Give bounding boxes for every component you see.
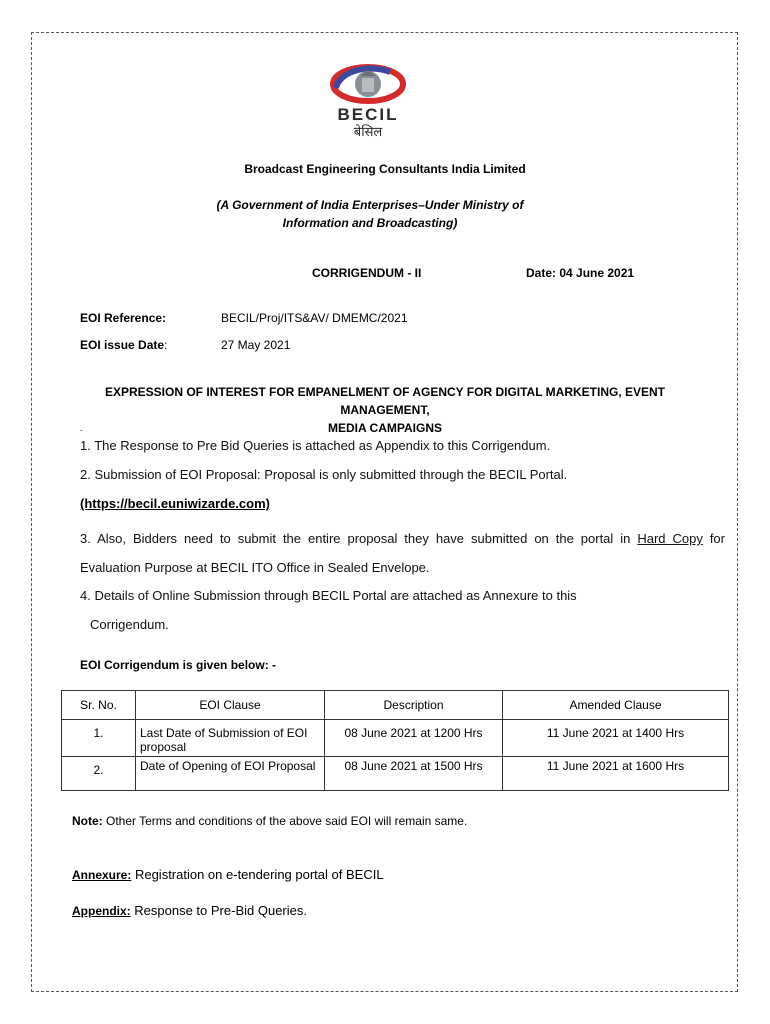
item4-line-1: 4. Details of Online Submission through BECIL Portal are attached as Annexure to this — [80, 588, 577, 603]
stray-dot: . — [80, 423, 83, 433]
list-item-3 — [80, 524, 725, 582]
item3-pre: 3. Also, Bidders need to submit the entire proposal they have submitted on the portal in — [80, 531, 638, 546]
item3-post: for Evaluation Purpose at BECIL ITO Office in Sealed Envelope. — [80, 531, 725, 575]
corrigendum-title: CORRIGENDUM - II — [312, 266, 422, 280]
cell-description: 08 June 2021 at 1200 Hrs — [325, 720, 503, 757]
col-header-description: Description — [325, 691, 503, 720]
cell-sr-no: 1. — [62, 720, 136, 757]
cell-eoi-clause: Last Date of Submission of EOI proposal — [136, 720, 325, 757]
note-label: Note: — [72, 814, 103, 828]
cell-amended-clause: 11 June 2021 at 1600 Hrs — [503, 757, 729, 791]
cell-sr-no: 2. — [62, 757, 136, 791]
page-border — [31, 32, 738, 992]
appendix-line — [72, 903, 307, 918]
appendix-label: Appendix: — [72, 904, 131, 918]
col-header-eoi-clause: EOI Clause — [136, 691, 325, 720]
annexure-text: Registration on e-tendering portal of BECIL — [131, 867, 384, 882]
eoi-reference-value: BECIL/Proj/ITS&AV/ DMEMC/2021 — [221, 311, 408, 325]
hard-copy-underline: Hard Copy — [637, 531, 703, 546]
eoi-reference-label: EOI Reference: — [80, 311, 167, 325]
subject-line-1: EXPRESSION OF INTEREST FOR EMPANELMENT OF AGENCY FOR DIGITAL MARKETING, EVENT MANAGEMENT, — [104, 385, 666, 417]
logo-wordmark: BECIL — [337, 105, 399, 124]
cell-eoi-clause: Date of Opening of EOI Proposal — [136, 757, 325, 791]
table-header-row — [62, 691, 729, 720]
table-row — [62, 757, 729, 791]
document-date: Date: 04 June 2021 — [526, 266, 635, 280]
cell-amended-clause: 11 June 2021 at 1400 Hrs — [503, 720, 729, 757]
annexure-label: Annexure: — [72, 868, 132, 882]
becil-logo — [330, 62, 406, 140]
list-item-1: 1. The Response to Pre Bid Queries is attached as Appendix to this Corrigendum. — [80, 438, 551, 453]
becil-emblem-icon — [330, 62, 406, 106]
logo-hindi-text: बेसिल — [353, 124, 383, 139]
govt-line-2: Information and Broadcasting) — [282, 216, 458, 230]
col-header-sr-no: Sr. No. — [62, 691, 136, 720]
note-text: Other Terms and conditions of the above said EOI will remain same. — [102, 814, 468, 828]
col-header-amended-clause: Amended Clause — [503, 691, 729, 720]
list-item-2: 2. Submission of EOI Proposal: Proposal is only submitted through the BECIL Portal. — [80, 467, 568, 482]
company-name: Broadcast Engineering Consultants India Limited — [244, 162, 526, 176]
cell-description: 08 June 2021 at 1500 Hrs — [325, 757, 503, 791]
subject-line-2: MEDIA CAMPAIGNS — [328, 421, 442, 435]
table-row — [62, 720, 729, 757]
appendix-text: Response to Pre-Bid Queries. — [130, 903, 307, 918]
list-item-4 — [80, 581, 640, 639]
item4-line-2: Corrigendum. — [90, 617, 169, 632]
eoi-issue-date-label — [80, 338, 167, 352]
portal-link[interactable]: (https://becil.euniwizarde.com) — [80, 496, 270, 511]
corrigendum-intro: EOI Corrigendum is given below: - — [80, 658, 277, 672]
govt-subtitle — [180, 196, 560, 232]
govt-line-1: (A Government of India Enterprises–Under Ministry of — [216, 198, 524, 212]
eoi-issue-date-value: 27 May 2021 — [221, 338, 291, 352]
subject-heading — [60, 383, 710, 437]
issue-label-colon: : — [164, 338, 168, 352]
note-line — [72, 814, 467, 828]
corrigendum-table — [61, 690, 729, 791]
issue-label-text: EOI issue Date — [80, 338, 165, 352]
annexure-line — [72, 867, 384, 882]
